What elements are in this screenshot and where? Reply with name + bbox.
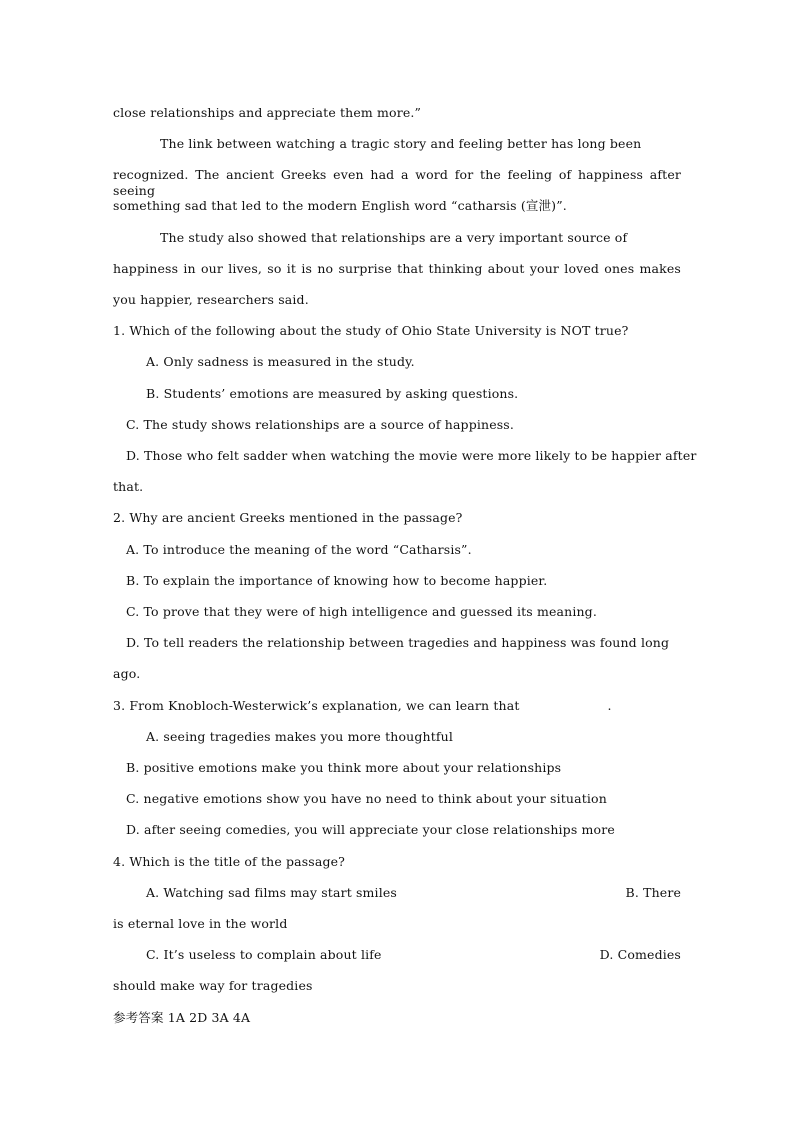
answer-option: C. The study shows relationships are a source of happiness. <box>126 417 514 432</box>
passage-line: recognized. The ancient Greeks even had a word for the feeling of happiness after seeing <box>113 167 681 198</box>
question-stem <box>113 698 612 714</box>
answer-option: C. To prove that they were of high intelligence and guessed its meaning. <box>126 604 597 619</box>
answer-option-continuation: ago. <box>113 666 141 681</box>
answer-option: B. Students’ emotions are measured by asking questions. <box>146 386 519 401</box>
answer-key: 参考答案 1A 2D 3A 4A <box>113 1010 251 1025</box>
question-stem-end: . <box>607 698 612 713</box>
passage-line: close relationships and appreciate them more.” <box>113 105 422 120</box>
answer-option: C. It’s useless to complain about life <box>146 947 382 962</box>
passage-line: The study also showed that relationships are a very important source of <box>160 230 628 245</box>
answer-option: A. To introduce the meaning of the word “Catharsis”. <box>126 542 472 557</box>
answer-option: C. negative emotions show you have no need to think about your situation <box>126 791 607 806</box>
question-stem: 2. Why are ancient Greeks mentioned in the passage? <box>113 510 463 525</box>
answer-option: D. To tell readers the relationship between tragedies and happiness was found long <box>126 635 670 650</box>
answer-option: D. Those who felt sadder when watching the movie were more likely to be happier after <box>126 448 697 463</box>
answer-option: D. after seeing comedies, you will appreciate your close relationships more <box>126 822 615 837</box>
question-stem: 1. Which of the following about the study of Ohio State University is NOT true? <box>113 323 629 338</box>
answer-option: D. Comedies <box>599 947 681 962</box>
answer-option: B. To explain the importance of knowing how to become happier. <box>126 573 548 588</box>
answer-option: B. There <box>625 885 681 900</box>
answer-option-continuation: is eternal love in the world <box>113 916 288 931</box>
passage-line: happiness in our lives, so it is no surprise that thinking about your loved ones makes <box>113 261 681 276</box>
passage-line: something sad that led to the modern English word “catharsis (宣泄)”. <box>113 198 567 213</box>
answer-option: B. positive emotions make you think more about your relationships <box>126 760 562 775</box>
answer-option-continuation: that. <box>113 479 144 494</box>
passage-line: The link between watching a tragic story and feeling better has long been <box>160 136 642 151</box>
question-stem: 4. Which is the title of the passage? <box>113 854 346 869</box>
answer-option-continuation: should make way for tragedies <box>113 978 313 993</box>
answer-option: A. Watching sad films may start smiles <box>146 885 397 900</box>
answer-option: A. seeing tragedies makes you more thoughtful <box>146 729 453 744</box>
question-stem-text: 3. From Knobloch-Westerwick’s explanation, we can learn that <box>113 698 520 713</box>
answer-option: A. Only sadness is measured in the study. <box>146 354 415 369</box>
passage-line: you happier, researchers said. <box>113 292 309 307</box>
